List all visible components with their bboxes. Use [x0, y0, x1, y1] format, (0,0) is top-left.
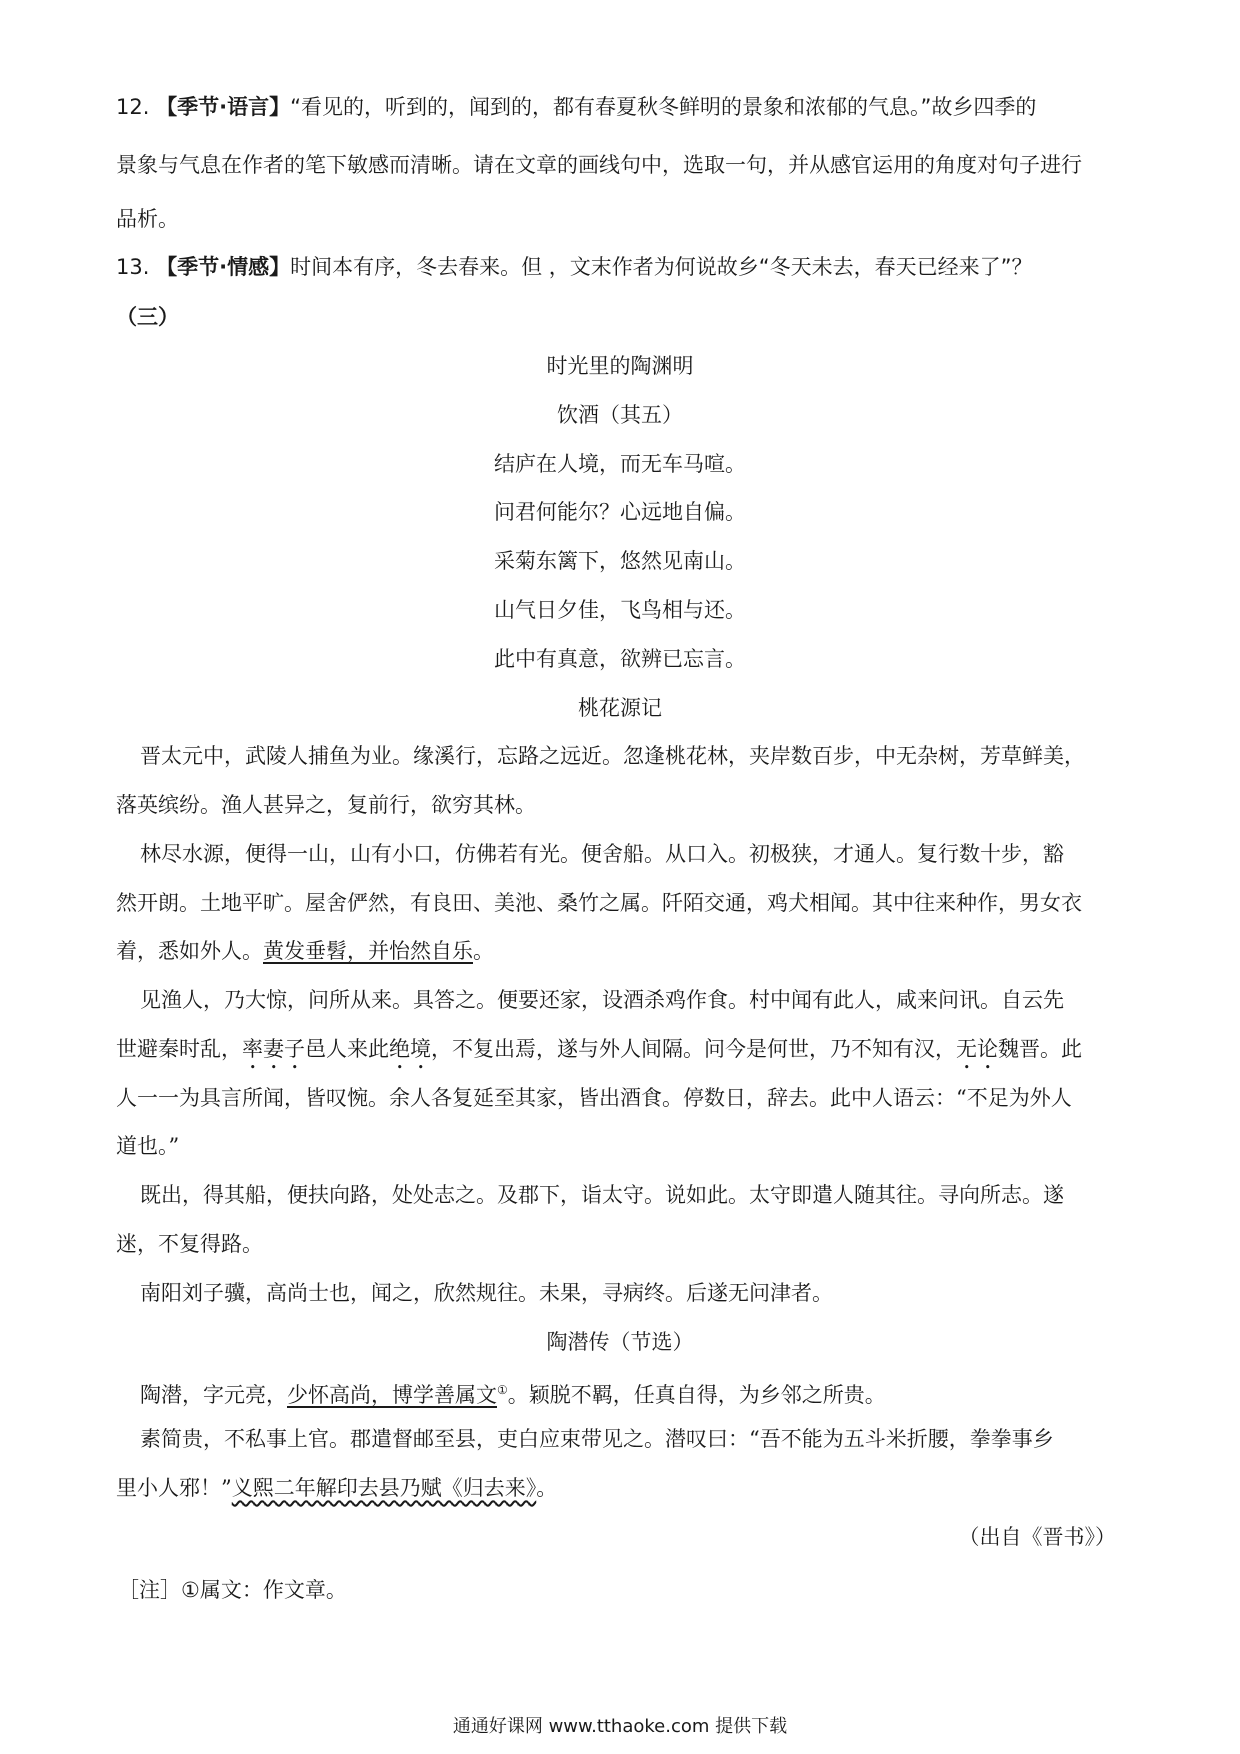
text-segment: ，不复出焉，遂与外人间隔。问今是何世，乃不知有汉，: [431, 1037, 956, 1061]
section-label: （三）: [116, 305, 179, 329]
poem-title: 饮酒（其五）: [557, 403, 683, 427]
text-segment: 世避秦时乱，: [116, 1037, 242, 1061]
question-12-line-2: 景象与气息在作者的笔下敏感而清晰。请在文章的画线句中，选取一句，并从感官运用的角度对句子进行: [116, 153, 1082, 177]
poem-line: 此中有真意，欲辨已忘言。: [494, 647, 746, 671]
poem-line: 结庐在人境，而无车马喧。: [494, 452, 746, 476]
question-12-line-3: 品析。: [116, 207, 179, 231]
dotted-word: 无论: [956, 1037, 998, 1061]
paragraph-line: 见渔人，乃大惊，问所从来。具答之。便要还家，设酒杀鸡作食。村中闻有此人，咸来问讯。自云先: [140, 988, 1064, 1012]
text-segment: 魏晋。此: [998, 1037, 1082, 1061]
question-text: 时间本有序，冬去春来。但 ，文末作者为何说故乡“冬天未去，春天已经来了”？: [290, 255, 1033, 279]
question-13: [116, 252, 1033, 282]
text-segment: 。: [536, 1476, 558, 1500]
paragraph-line: 既出，得其船，便扶向路，处处志之。及郡下，诣太守。说如此。太守即遣人随其往。寻向所志。遂: [140, 1183, 1064, 1207]
paragraph-line: 道也。”: [116, 1134, 180, 1158]
paragraph-line: 林尽水源，便得一山，山有小口，仿佛若有光。便舍船。从口入。初极狭，才通人。复行数十步，豁: [140, 842, 1064, 866]
paragraph-line: [140, 1375, 886, 1410]
text-segment: 着，悉如外人。: [116, 939, 263, 963]
footnote-marker: ①: [497, 1383, 508, 1397]
question-number: 13.: [116, 255, 150, 279]
paragraph-line: 南阳刘子骥，高尚士也，闻之，欣然规往。未果，寻病终。后遂无问津者。: [140, 1281, 833, 1305]
poem-line: 山气日夕佳，飞鸟相与还。: [494, 598, 746, 622]
question-tag: 【季节·情感】: [156, 255, 291, 279]
source-citation: （出自《晋书》）: [958, 1525, 1116, 1549]
paragraph-line: [116, 1034, 1082, 1074]
text-segment: 。颖脱不羁，任真自得，为乡邻之所贵。: [507, 1383, 886, 1407]
paragraph-line: 迷，不复得路。: [116, 1232, 263, 1256]
dotted-word: 率妻子: [242, 1037, 305, 1061]
page-footer: 通通好课网 www.tthaoke.com 提供下载: [452, 1716, 788, 1737]
text-segment: 。: [473, 939, 494, 963]
question-12-line-1: [116, 92, 1036, 122]
paragraph-line: [116, 936, 494, 966]
text-segment: 邑人来此: [305, 1037, 389, 1061]
poem-line: 采菊东篱下，悠然见南山。: [494, 549, 746, 573]
essay-title: 桃花源记: [578, 696, 662, 720]
underlined-sentence: 黄发垂髫，并怡然自乐: [263, 939, 473, 963]
paragraph-line: 落英缤纷。渔人甚异之，复前行，欲穷其林。: [116, 793, 536, 817]
dotted-word: 绝境: [389, 1037, 431, 1061]
main-heading: 时光里的陶渊明: [546, 354, 694, 378]
question-text: “看见的，听到的，闻到的，都有春夏秋冬鲜明的景象和浓郁的气息。”故乡四季的: [290, 95, 1037, 119]
paragraph-line: 素简贵，不私事上官。郡遣督邮至县，吏白应束带见之。潜叹曰：“吾不能为五斗米折腰，拳拳事乡: [140, 1427, 1054, 1451]
underlined-sentence: 少怀高尚，博学善属文: [287, 1383, 497, 1407]
paragraph-line: [116, 1473, 557, 1503]
question-tag: 【季节·语言】: [156, 95, 291, 119]
footnote: ［注］①属文：作文章。: [118, 1578, 347, 1602]
biography-title: 陶潜传（节选）: [546, 1330, 694, 1354]
wavy-underlined-sentence: 义熙二年解印去县乃赋《归去来》: [231, 1476, 537, 1500]
paragraph-line: 然开朗。土地平旷。屋舍俨然，有良田、美池、桑竹之属。阡陌交通，鸡犬相闻。其中往来种作，男女衣: [116, 891, 1082, 915]
question-number: 12.: [116, 95, 150, 119]
paragraph-line: 人一一为具言所闻，皆叹惋。余人各复延至其家，皆出酒食。停数日，辞去。此中人语云：“不足为外人: [116, 1086, 1072, 1110]
paragraph-line: 晋太元中，武陵人捕鱼为业。缘溪行，忘路之远近。忽逢桃花林，夹岸数百步，中无杂树，芳草鲜美，: [140, 744, 1085, 768]
poem-line: 问君何能尔？心远地自偏。: [494, 500, 746, 524]
text-segment: 里小人邪！”: [116, 1476, 232, 1500]
text-segment: 陶潜，字元亮，: [140, 1383, 287, 1407]
